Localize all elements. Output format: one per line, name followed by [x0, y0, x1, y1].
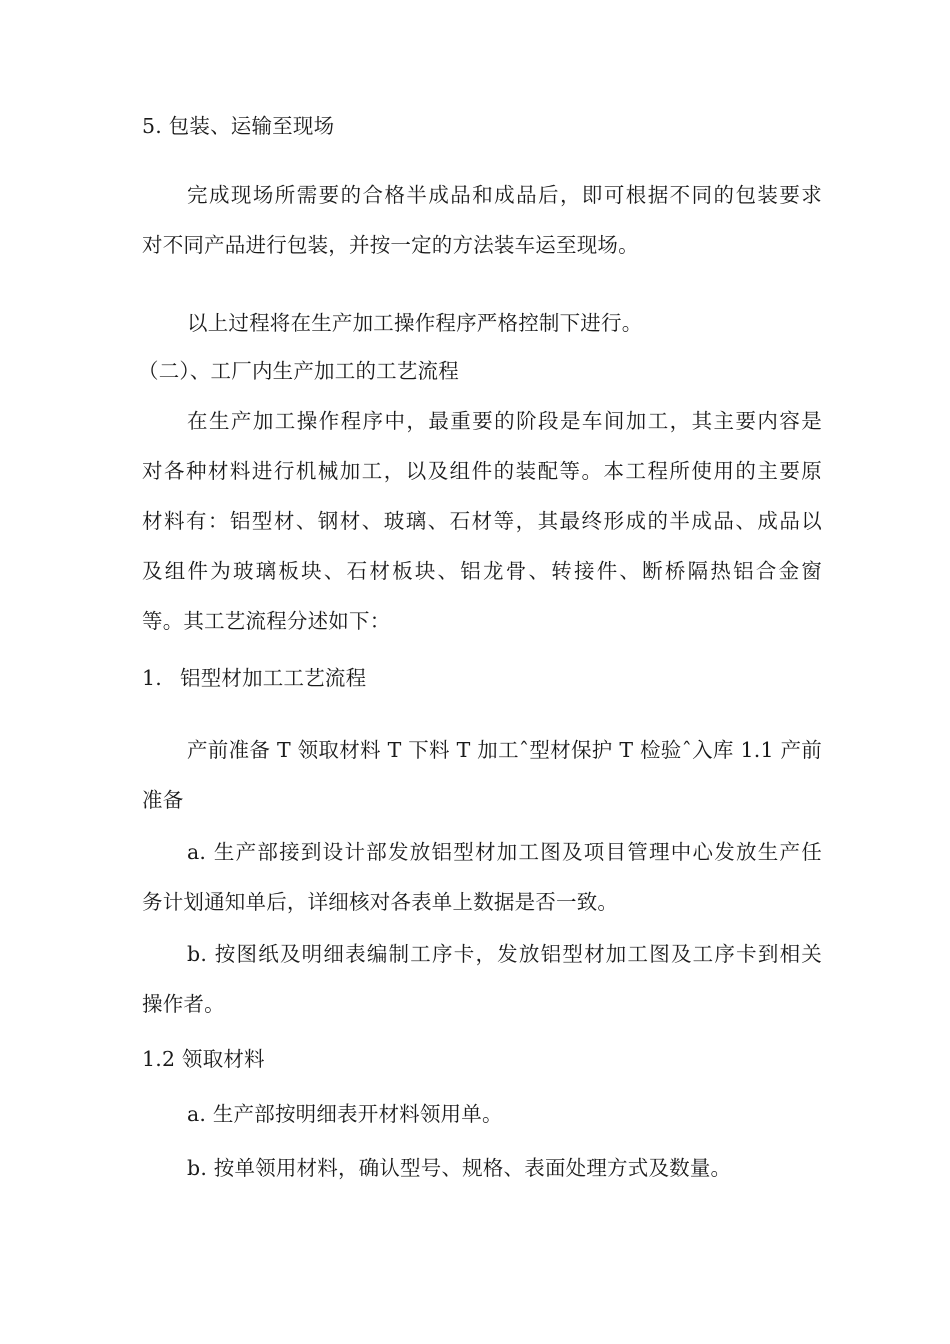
item-1-title: 铝型材加工工艺流程: [180, 666, 367, 690]
item-1-a-line-2: 务计划通知单后，详细核对各表单上数据是否一致。: [142, 890, 619, 914]
section-two-line-4: 及组件为玻璃板块、石材板块、铝龙骨、转接件、断桥隔热铝合金窗: [142, 559, 822, 583]
item-1-number: 1.: [142, 666, 162, 690]
item-1-2-a: a. 生产部按明细表开材料领用单。: [187, 1102, 503, 1126]
flow-sequence-line-1: 产前准备 T 领取材料 T 下料 T 加工ˆ型材保护 T 检验ˆ入库 1.1 产前: [187, 738, 822, 762]
item-1-b-line-2: 操作者。: [142, 992, 225, 1016]
item-1-2-heading: 1.2 领取材料: [142, 1047, 265, 1071]
section-two-line-5: 等。其工艺流程分述如下：: [142, 609, 391, 633]
section-5-paragraph-line-2: 对不同产品进行包装，并按一定的方法装车运至现场。: [142, 233, 639, 257]
item-1-heading: [142, 664, 822, 692]
section-two-line-1: 在生产加工操作程序中，最重要的阶段是车间加工，其主要内容是: [187, 409, 822, 433]
flow-sequence-line-2: 准备: [142, 788, 184, 812]
section-5-heading: 5. 包装、运输至现场: [142, 114, 335, 138]
item-1-a-line-1: a. 生产部接到设计部发放铝型材加工图及项目管理中心发放生产任: [187, 840, 822, 864]
section-two-line-3: 材料有：铝型材、钢材、玻璃、石材等，其最终形成的半成品、成品以: [142, 509, 822, 533]
section-5-paragraph-line-1: 完成现场所需要的合格半成品和成品后，即可根据不同的包装要求: [187, 183, 822, 207]
item-1-b-line-1: b. 按图纸及明细表编制工序卡，发放铝型材加工图及工序卡到相关: [187, 942, 822, 966]
item-1-2-b: b. 按单领用材料，确认型号、规格、表面处理方式及数量。: [187, 1156, 732, 1180]
section-two-line-2: 对各种材料进行机械加工，以及组件的装配等。本工程所使用的主要原: [142, 459, 822, 483]
process-control-note: 以上过程将在生产加工操作程序严格控制下进行。: [187, 311, 643, 335]
section-two-heading: （二）、工厂内生产加工的工艺流程: [138, 359, 459, 383]
